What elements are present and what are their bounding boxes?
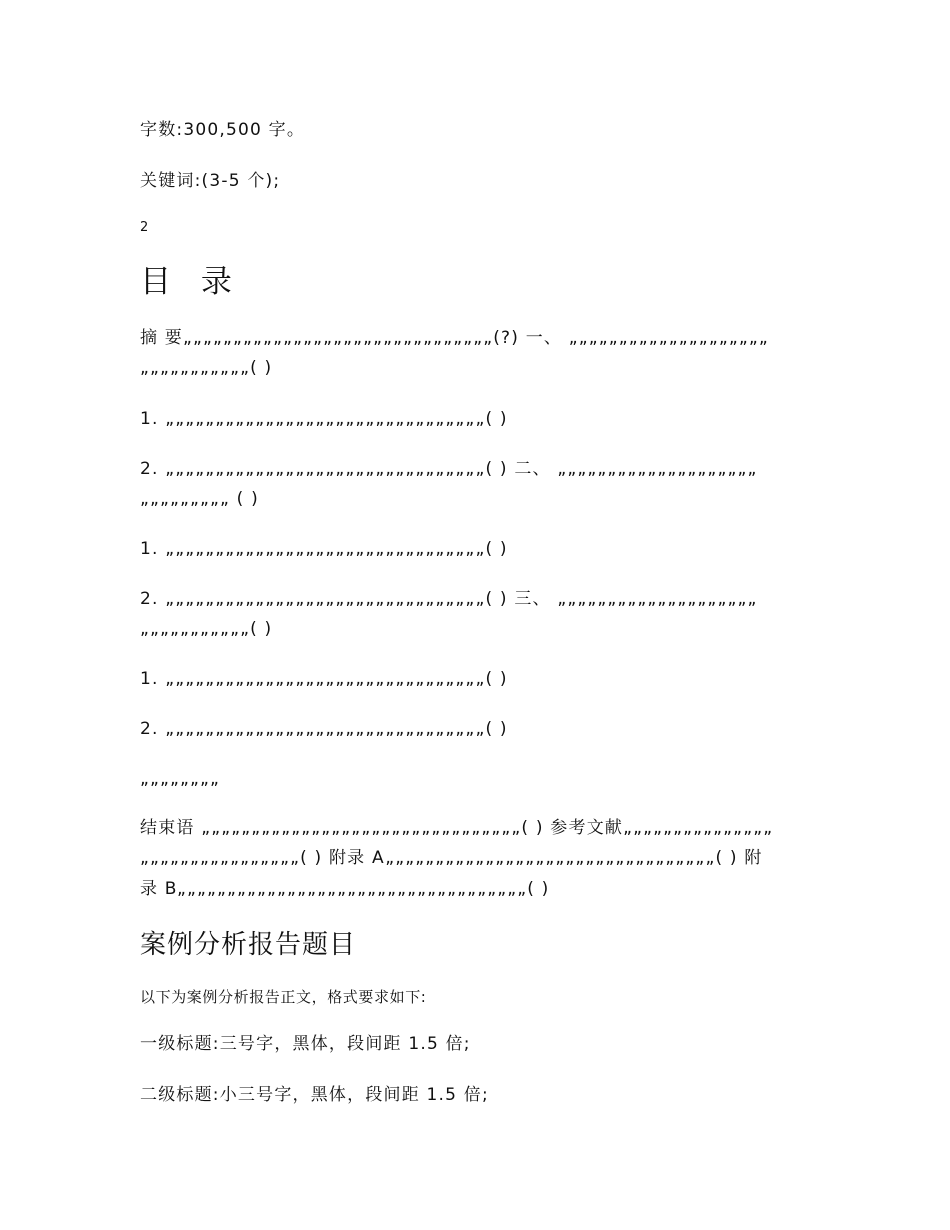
toc-line: 2. „„„„„„„„„„„„„„„„„„„„„„„„„„„„„„„„( ) [140, 719, 508, 739]
toc-line-ellipsis: „„„„„„„„ [140, 769, 221, 789]
section-title: 案例分析报告题目 [140, 930, 357, 960]
word-count-line: 字数:300,500 字。 [140, 120, 306, 140]
keywords-line: 关键词:(3-5 个); [140, 171, 281, 191]
toc-line-appendix-a: „„„„„„„„„„„„„„„„( ) 附录 A„„„„„„„„„„„„„„„„„„„„„„„„„„„„„„„„„( ) 附 [140, 848, 763, 868]
toc-line: 1. „„„„„„„„„„„„„„„„„„„„„„„„„„„„„„„„( ) [140, 409, 508, 429]
toc-line-abstract: 摘 要„„„„„„„„„„„„„„„„„„„„„„„„„„„„„„„(?) 一、 „„„„„„„„„„„„„„„„„„„„ [140, 328, 769, 348]
toc-line: 2. „„„„„„„„„„„„„„„„„„„„„„„„„„„„„„„„( ) 三、 „„„„„„„„„„„„„„„„„„„„ [140, 589, 758, 609]
format-rule-level1: 一级标题:三号字，黑体，段间距 1.5 倍; [140, 1034, 471, 1054]
toc-line: „„„„„„„„„ ( ) [140, 489, 259, 509]
toc-line: „„„„„„„„„„„( ) [140, 619, 273, 639]
toc-line: 2. „„„„„„„„„„„„„„„„„„„„„„„„„„„„„„„„( ) 二、 „„„„„„„„„„„„„„„„„„„„ [140, 459, 758, 479]
page-number: 2 [140, 220, 149, 235]
toc-line-appendix-b: 录 B„„„„„„„„„„„„„„„„„„„„„„„„„„„„„„„„„„„( ) [140, 879, 550, 899]
toc-line: 1. „„„„„„„„„„„„„„„„„„„„„„„„„„„„„„„„( ) [140, 669, 508, 689]
toc-line-conclusion: 结束语 „„„„„„„„„„„„„„„„„„„„„„„„„„„„„„„„( ) 参考文献„„„„„„„„„„„„„„„ [140, 818, 774, 838]
format-rule-level2: 二级标题:小三号字，黑体，段间距 1.5 倍; [140, 1085, 489, 1105]
toc-title: 目 录 [140, 264, 242, 300]
toc-line: 1. „„„„„„„„„„„„„„„„„„„„„„„„„„„„„„„„( ) [140, 539, 508, 559]
section-intro: 以下为案例分析报告正文，格式要求如下: [140, 988, 427, 1006]
toc-line: „„„„„„„„„„„( ) [140, 358, 273, 378]
